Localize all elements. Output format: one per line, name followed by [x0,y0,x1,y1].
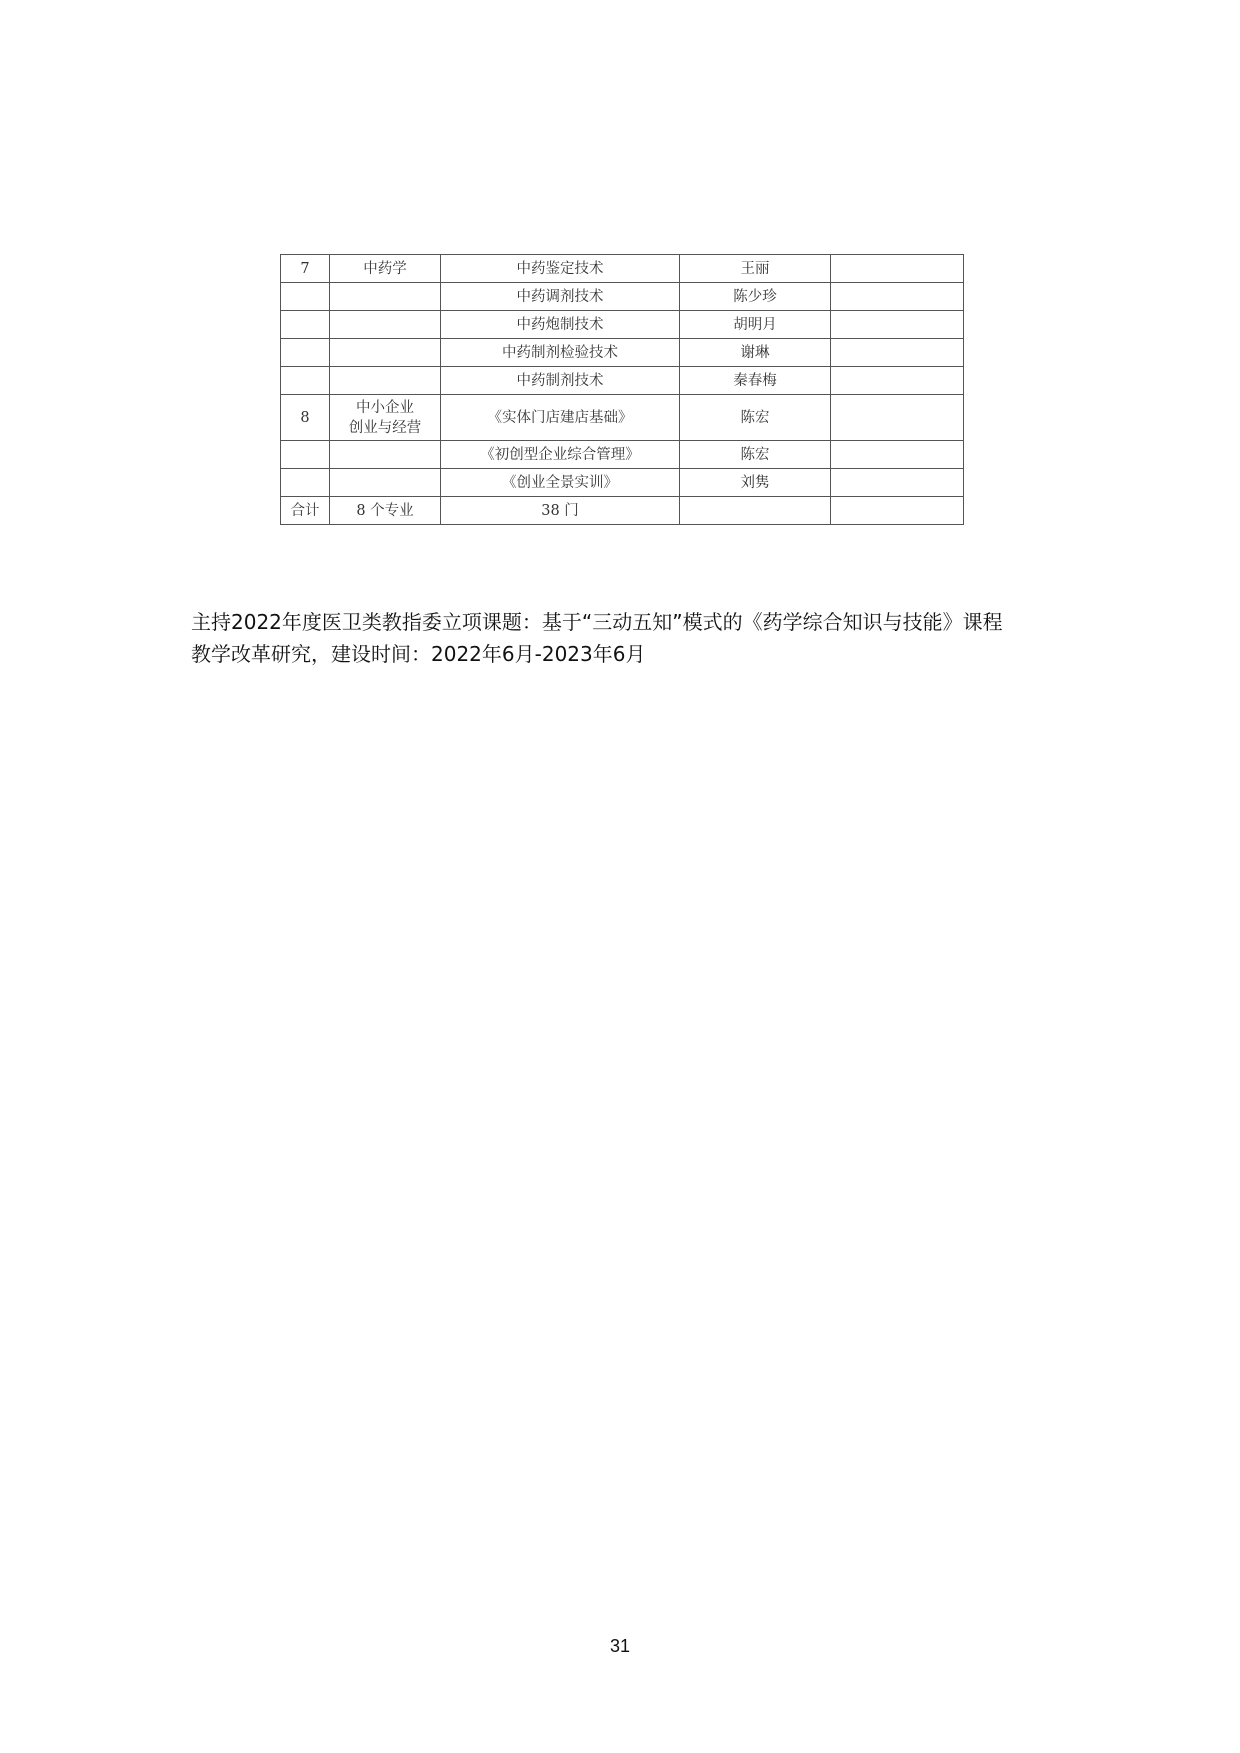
major-cell [330,441,441,469]
teacher-cell: 谢琳 [680,339,831,367]
major-cell [330,311,441,339]
total-label-cell: 合计 [281,497,330,525]
page-number: 31 [609,1636,631,1656]
table-row [281,441,964,469]
major-cell: 中药学 [330,255,441,283]
row-number-cell [281,311,330,339]
total-courses-cell: 38 门 [441,497,680,525]
course-cell: 中药制剂技术 [441,367,680,395]
course-cell: 《实体门店建店基础》 [441,395,680,441]
total-majors-cell: 8 个专业 [330,497,441,525]
row-number-cell [281,367,330,395]
row-number-cell [281,283,330,311]
major-cell [330,283,441,311]
project-paragraph [191,606,1071,670]
table-row [281,395,964,441]
note-cell [831,311,964,339]
teacher-cell: 胡明月 [680,311,831,339]
teacher-cell: 陈宏 [680,441,831,469]
table-row [281,339,964,367]
major-line-2: 创业与经营 [348,419,422,436]
row-number-cell [281,441,330,469]
note-cell [831,441,964,469]
course-cell: 中药调剂技术 [441,283,680,311]
major-cell [330,469,441,497]
major-cell [330,367,441,395]
row-number-cell [281,339,330,367]
table-row [281,255,964,283]
major-line-1: 中小企业 [356,399,414,416]
note-cell [831,395,964,441]
note-cell [831,469,964,497]
total-teacher-cell [680,497,831,525]
row-number-cell: 8 [281,395,330,441]
row-number-cell [281,469,330,497]
teacher-cell: 陈少珍 [680,283,831,311]
teacher-cell: 刘隽 [680,469,831,497]
total-row [281,497,964,525]
note-cell [831,255,964,283]
major-cell [330,339,441,367]
course-cell: 中药制剂检验技术 [441,339,680,367]
note-cell [831,367,964,395]
row-number-cell: 7 [281,255,330,283]
table-row [281,311,964,339]
course-cell: 《初创型企业综合管理》 [441,441,680,469]
paragraph-line-2: 教学改革研究，建设时间：2022年6月-2023年6月 [191,642,646,666]
table-row [281,469,964,497]
course-cell: 中药鉴定技术 [441,255,680,283]
teacher-cell: 陈宏 [680,395,831,441]
table-row [281,283,964,311]
course-cell: 中药炮制技术 [441,311,680,339]
teacher-cell: 秦春梅 [680,367,831,395]
total-note-cell [831,497,964,525]
note-cell [831,283,964,311]
note-cell [831,339,964,367]
paragraph-line-1: 主持2022年度医卫类教指委立项课题：基于“三动五知”模式的《药学综合知识与技能》课程 [191,610,1003,634]
course-table [280,254,964,525]
table-row [281,367,964,395]
teacher-cell: 王丽 [680,255,831,283]
major-cell [330,395,441,441]
course-cell: 《创业全景实训》 [441,469,680,497]
